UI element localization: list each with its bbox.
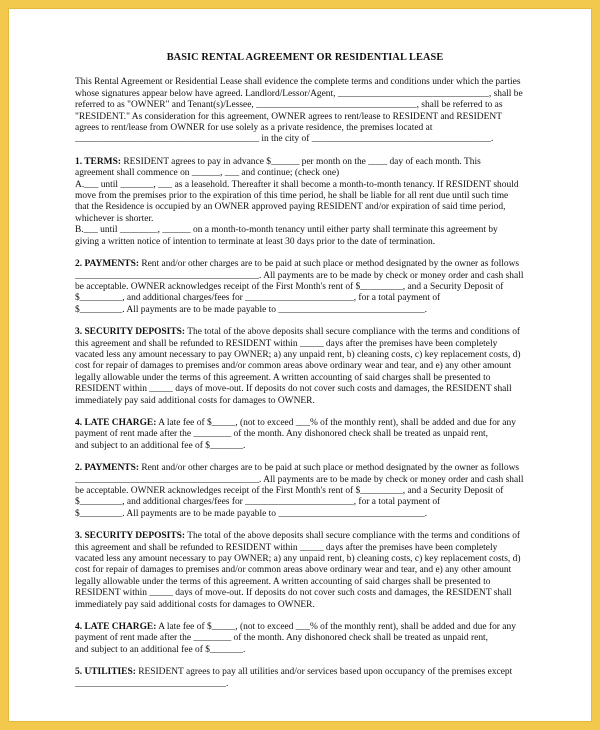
section-heading: 2. PAYMENTS: [75,259,139,270]
section-security-deposits [75,327,535,407]
section-heading: 5. UTILITIES: [75,667,136,678]
intro-line: whose signatures appear below have agreed. Landlord/Lessor/Agent, ________________________________, shall be [75,88,523,99]
lease-document [75,52,535,701]
section-line: $_________, and additional charges/fees for _______________________, for a total payment of [75,497,441,508]
section-line: agreement shall commence on ______, ___ and continue; (check one) [75,168,340,179]
section-line: that the Residence is occupied by an OWNER approved paying RESIDENT and/or expiration of said time period, [75,202,506,213]
section-line: _______________________________________. All payments are to be made by check or money order and cash shall [75,270,524,281]
section-line: RESIDENT within _____ days of move-out. If deposits do not cover such costs and damages, the RESIDENT shall [75,384,512,395]
section-line: be acceptable. OWNER acknowledges receipt of the First Month's rent of $_________, and a Security Deposit of [75,486,504,496]
section-line: immediately pay said additional costs for damages to OWNER. [75,395,315,406]
section-text: A late fee of $_____, (not to exceed ___% of the monthly rent), shall be added and due for any [156,622,516,633]
section-line: vacated less any amount necessary to pay OWNER; a) any unpaid rent, b) cleaning costs, c) key replacement costs, d) [75,349,521,360]
section-line [75,157,535,168]
section-line: B.___ until ________, ______ on a month-to-month tenancy until either party shall terminate this agreement by [75,225,498,236]
section-line: this agreement and shall be refunded to RESIDENT within _____ days after the premises have been completely [75,542,498,553]
section-line: $_________. All payments are to be made payable to _______________________________. [75,508,428,519]
section-heading: 4. LATE CHARGE: [75,622,157,633]
section-line: giving a written notice of intention to terminate at least 30 days prior to the date of termination. [75,236,436,247]
section-line: ________________________________. [75,678,229,689]
section-line: move from the premises prior to the expiration of this time period, he shall be liable for all rent due until such time [75,191,509,202]
intro-paragraph [75,77,535,145]
section-heading: 3. SECURITY DEPOSITS: [75,531,186,542]
section-utilities [75,667,535,690]
section-line: _______________________________________. All payments are to be made by check or money order and cash shall [75,474,524,485]
section-line: be acceptable. OWNER acknowledges receipt of the First Month's rent of $_________, and a Security Deposit of [75,281,504,292]
section-text: Rent and/or other charges are to be paid at such place or method designated by the owner as follows [138,463,520,474]
section-line: and subject to an additional fee of $_______. [75,644,246,655]
section-heading: 4. LATE CHARGE: [75,417,157,428]
section-line [75,418,535,429]
document-frame [8,8,592,722]
section-line: payment of rent made after the ________ of the month. Any dishonored check shall be treated as unpaid rent, [75,429,489,440]
intro-line: _______________________________________ in the city of ______________________________________. [75,134,494,145]
intro-line: referred to as "OWNER" and Tenant(s)/Lessee, __________________________________, shall be referred to as [75,100,503,111]
section-line [75,259,535,270]
section-line: cost for repair of damages to premises and/or common areas above ordinary wear and tear, and e) any other amount [75,361,512,372]
section-line: and subject to an additional fee of $_______. [75,440,246,451]
section-text: A late fee of $_____, (not to exceed ___% of the monthly rent), shall be added and due for any [156,417,516,428]
section-security-deposits-repeat [75,531,535,611]
section-line: A.___ until _______, ___ as a leasehold. Thereafter it shall become a month-to-month tenancy. If RESIDENT should [75,179,519,190]
intro-line: This Rental Agreement or Residential Lease shall evidence the complete terms and conditions under which the parties [75,77,521,88]
section-heading: 1. TERMS: [75,156,121,167]
section-heading: 2. PAYMENTS: [75,463,139,474]
section-text: Rent and/or other charges are to be paid at such place or method designated by the owner as follows [138,259,520,270]
section-text: RESIDENT agrees to pay all utilities and/or services based upon occupancy of the premises except [135,667,513,678]
section-late-charge-repeat [75,622,535,656]
document-title: BASIC RENTAL AGREEMENT OR RESIDENTIAL LEASE [166,52,444,63]
intro-line: "RESIDENT." As consideration for this agreement, OWNER agrees to rent/lease to RESIDENT and RESIDENT [75,111,502,122]
section-text: The total of the above deposits shall secure compliance with the terms and conditions of [185,327,521,338]
section-line: immediately pay said additional costs for damages to OWNER. [75,599,315,610]
section-line: payment of rent made after the ________ of the month. Any dishonored check shall be treated as unpaid rent, [75,633,489,644]
section-line: this agreement and shall be refunded to RESIDENT within _____ days after the premises have been completely [75,338,498,349]
section-line [75,327,535,338]
section-late-charge [75,418,535,452]
section-line [75,667,535,678]
section-text: The total of the above deposits shall secure compliance with the terms and conditions of [185,531,521,542]
section-line [75,622,535,633]
section-line: $_________, and additional charges/fees for _______________________, for a total payment of [75,293,441,304]
section-line: RESIDENT within _____ days of move-out. If deposits do not cover such costs and damages, the RESIDENT shall [75,588,512,599]
section-terms [75,157,535,248]
section-line [75,463,535,474]
section-line: $_________. All payments are to be made payable to _______________________________. [75,304,428,315]
section-text: RESIDENT agrees to pay in advance $______ per month on the ____ day of each month. This [120,156,481,167]
section-line: vacated less any amount necessary to pay OWNER; a) any unpaid rent, b) cleaning costs, c) key replacement costs, d) [75,554,521,565]
intro-line: agrees to rent/lease from OWNER for use solely as a private residence, the premises located at [75,123,433,134]
section-heading: 3. SECURITY DEPOSITS: [75,327,186,338]
section-line: legally allowable under the terms of this agreement. A written accounting of said charges shall be presented to [75,576,491,587]
section-payments [75,259,535,316]
section-line: cost for repair of damages to premises and/or common areas above ordinary wear and tear, and e) any other amount [75,565,512,576]
section-line [75,531,535,542]
section-payments-repeat [75,463,535,520]
section-line: whichever is shorter. [75,213,154,224]
section-line: legally allowable under the terms of this agreement. A written accounting of said charges shall be presented to [75,372,491,383]
